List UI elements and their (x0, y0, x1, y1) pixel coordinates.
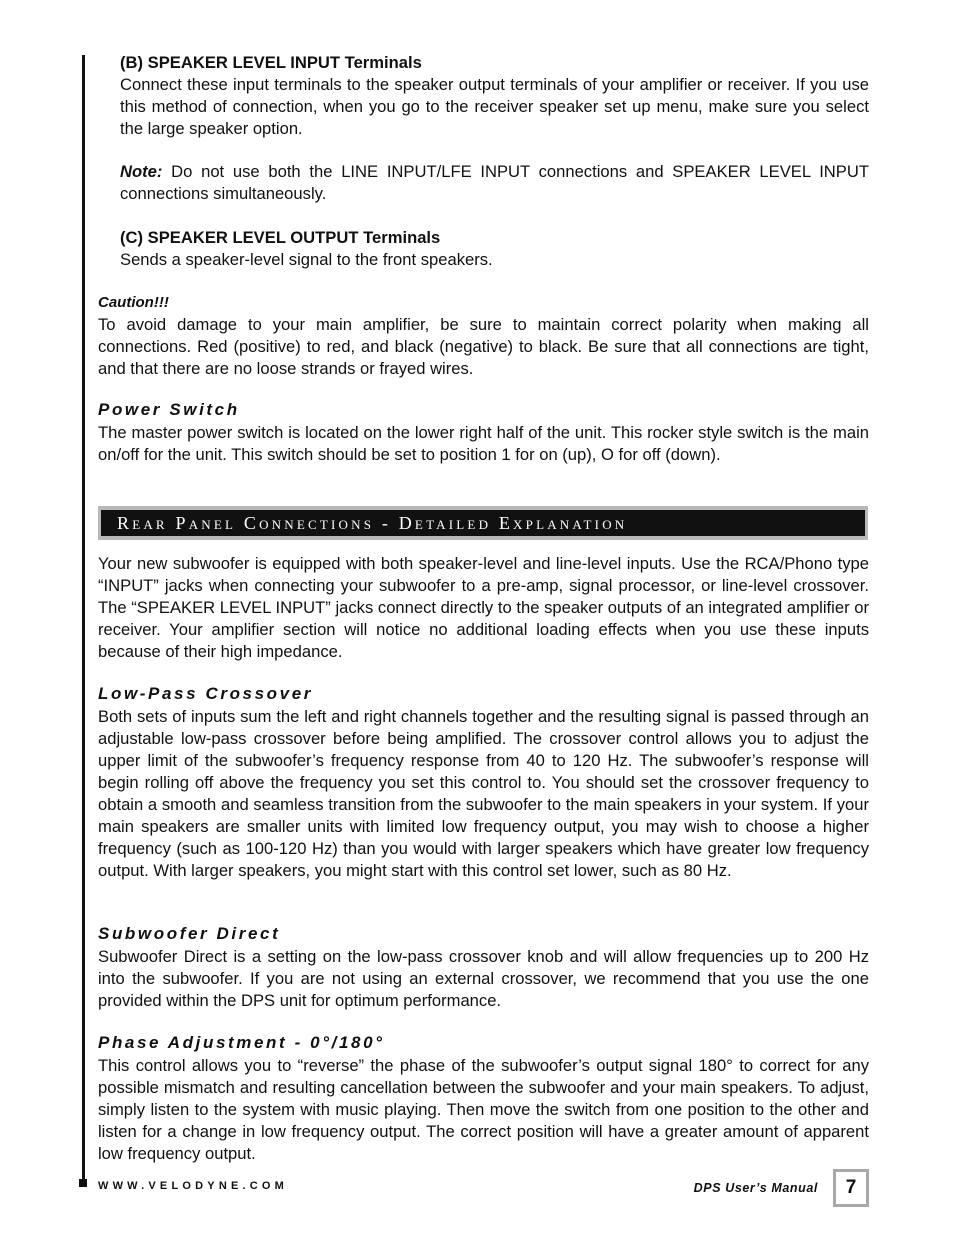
caution-heading: Caution!!! (98, 294, 169, 311)
note-text: Do not use both the LINE INPUT/LFE INPUT connections and SPEAKER LEVEL INPUT connections simultaneously. (120, 162, 869, 203)
speaker-level-output-heading-suffix: Terminals (363, 228, 441, 247)
low-pass-heading: Low-Pass Crossover (98, 684, 313, 703)
speaker-level-input-heading-prefix: (B) SPEAKER LEVEL INPUT (120, 53, 341, 72)
footer-url: WWW.VELODYNE.COM (98, 1180, 289, 1192)
speaker-level-input-heading (120, 52, 869, 74)
power-switch-body: The master power switch is located on the lower right half of the unit. This rocker style switch is the main on/off for the unit. This switch should be set to position 1 for on (up), O for off (down). (98, 423, 869, 464)
phase-section (98, 1055, 869, 1165)
note-paragraph (120, 161, 869, 205)
speaker-level-output-heading-prefix: (C) SPEAKER LEVEL OUTPUT (120, 228, 359, 247)
sub-direct-section (98, 946, 869, 1012)
speaker-level-input-heading-suffix: Terminals (344, 53, 422, 72)
page-number: 7 (836, 1172, 866, 1204)
low-pass-section (98, 706, 869, 882)
sub-direct-body: Subwoofer Direct is a setting on the low-pass crossover knob and will allow frequencies up to 200 Hz into the subwoofer. If you are not using an external crossover, we recommend that you use the one provided within the DPS unit for optimum performance. (98, 947, 869, 1010)
speaker-level-output-body: Sends a speaker-level signal to the front speakers. (120, 250, 493, 269)
speaker-level-output-heading (120, 227, 869, 249)
left-margin-marker (79, 1179, 87, 1187)
speaker-level-input-body: Connect these input terminals to the speaker output terminals of your amplifier or receiver. If you use this method of connection, when you go to the receiver speaker set up menu, make sure you select the large speaker option. (120, 75, 869, 138)
section-banner-title: Rear Panel Connections - Detailed Explanation (101, 510, 865, 536)
footer-manual-title: DPS User’s Manual (693, 1181, 818, 1195)
note-label: Note: (120, 162, 163, 181)
section-banner (98, 506, 868, 540)
intro-body: Your new subwoofer is equipped with both speaker-level and line-level inputs. Use the RCA/Phono type “INPUT” jacks when connecting your subwoofer to a pre-amp, signal processor, or line-level crossover. The “SPEAKER LEVEL INPUT” jacks connect directly to the speaker outputs of an integrated amplifier or receiver. Your amplifier section will notice no additional loading effects when you use these inputs because of their high impedance. (98, 554, 869, 661)
note-section (120, 161, 869, 205)
phase-body: This control allows you to “reverse” the phase of the subwoofer’s output signal 180° to correct for any possible mismatch and resulting cancellation between the subwoofer and your main speakers. To adjust, simply listen to the system with music playing. Then move the switch from one position to the other and listen for a change in low frequency output. The correct position will have a greater amount of apparent low frequency output. (98, 1056, 869, 1163)
left-margin-rule (82, 55, 85, 1183)
speaker-level-output-section (120, 227, 869, 271)
caution-body: To avoid damage to your main amplifier, be sure to maintain correct polarity when making all connections. Red (positive) to red, and black (negative) to black. Be sure that all connections are tight, and that there are no loose strands or frayed wires. (98, 315, 869, 378)
caution-section (98, 292, 869, 380)
sub-direct-heading: Subwoofer Direct (98, 924, 281, 943)
phase-heading: Phase Adjustment - 0°/180° (98, 1033, 385, 1052)
power-switch-section (98, 422, 869, 466)
page-number-box (833, 1169, 869, 1207)
speaker-level-input-section (120, 52, 869, 140)
power-switch-heading: Power Switch (98, 400, 240, 419)
intro-section (98, 553, 869, 663)
low-pass-body: Both sets of inputs sum the left and right channels together and the resulting signal is passed through an adjustable low-pass crossover before being amplified. The crossover control allows you to adjust the upper limit of the subwoofer’s frequency response from 40 to 120 Hz. The subwoofer’s response will begin rolling off above the frequency you set this control to. You should set the crossover frequency to obtain a smooth and seamless transition from the subwoofer to the main speakers in your system. If your main speakers are smaller units with limited low frequency output, you may wish to choose a higher frequency (such as 100-120 Hz) than you would with larger speakers which have greater low frequency output. With larger speakers, you might start with this control set lower, such as 80 Hz. (98, 707, 869, 880)
